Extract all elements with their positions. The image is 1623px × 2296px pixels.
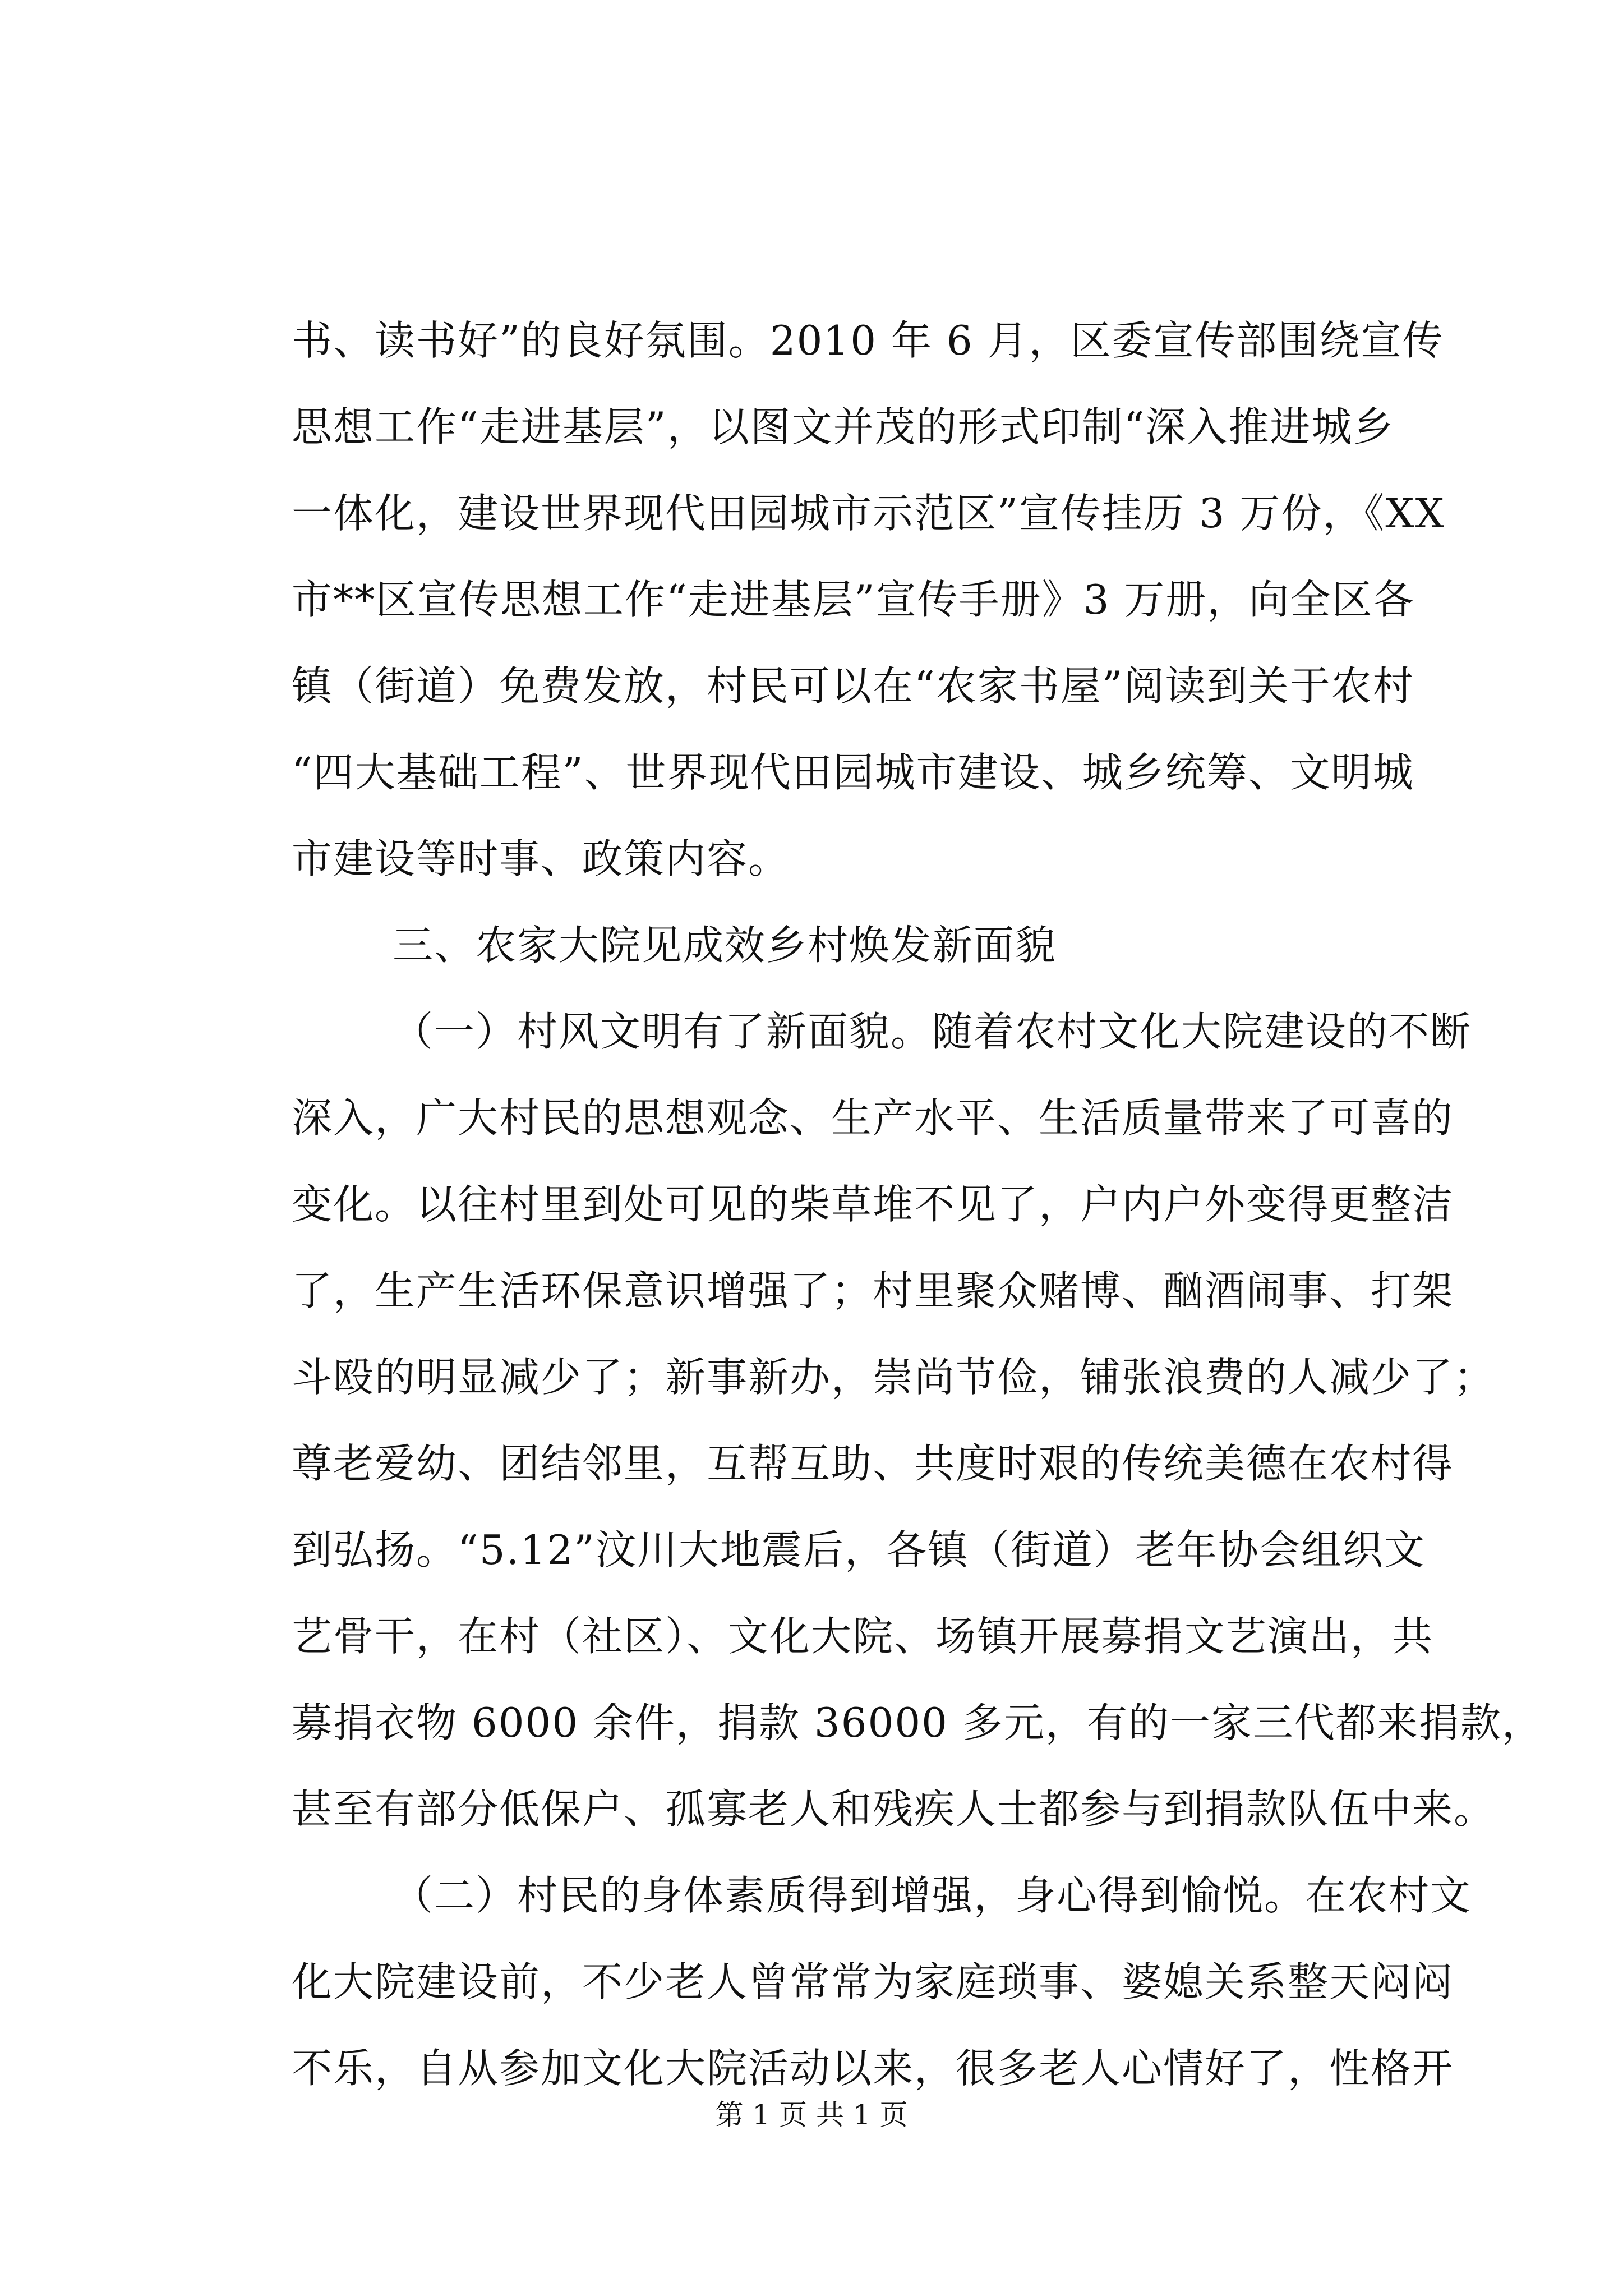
text-line: 斗殴的明显减少了；新事新办，崇尚节俭，铺张浪费的人减少了；: [292, 1354, 1496, 1401]
text-line: 到弘扬。“5.12”汶川大地震后，各镇（街道）老年协会组织文: [292, 1526, 1426, 1573]
text-line: “四大基础工程”、世界现代田园城市建设、城乡统筹、文明城: [292, 749, 1414, 796]
text-line: 深入，广大村民的思想观念、生产水平、生活质量带来了可喜的: [292, 1094, 1454, 1142]
text-line: 思想工作“走进基层”，以图文并茂的形式印制“深入推进城乡: [292, 403, 1395, 450]
text-line: 书、读书好”的良好氛围。2010 年 6 月，区委宣传部围绕宣传: [292, 317, 1444, 364]
text-line: 尊老爱幼、团结邻里，互帮互助、共度时艰的传统美德在农村得: [292, 1440, 1454, 1487]
text-line: 艺骨干，在村（社区）、文化大院、场镇开展募捐文艺演出，共: [292, 1613, 1434, 1660]
document-body: [292, 297, 1543, 2111]
text-line: 不乐，自从参加文化大院活动以来，很多老人心情好了，性格开: [292, 2045, 1454, 2092]
text-line: 市建设等时事、政策内容。: [292, 835, 790, 882]
section-heading: 三、农家大院见成效乡村焕发新面貌: [393, 922, 1057, 969]
text-line: 甚至有部分低保户、孤寡老人和残疾人士都参与到捐款队伍中来。: [292, 1786, 1496, 1833]
text-line: 化大院建设前，不少老人曾常常为家庭琐事、婆媳关系整天闷闷: [292, 1958, 1454, 2005]
text-line: 了，生产生活环保意识增强了；村里聚众赌博、酗酒闹事、打架: [292, 1267, 1454, 1314]
text-line: 变化。以往村里到处可见的柴草堆不见了，户内户外变得更整洁: [292, 1181, 1454, 1228]
text-line: （一）村风文明有了新面貌。随着农村文化大院建设的不断: [393, 1008, 1472, 1055]
text-line: （二）村民的身体素质得到增强，身心得到愉悦。在农村文: [393, 1872, 1472, 1919]
text-line: 市**区宣传思想工作“走进基层”宣传手册》3 万册，向全区各: [292, 576, 1415, 623]
text-line: 募捐衣物 6000 余件，捐款 36000 多元，有的一家三代都来捐款，: [292, 1699, 1543, 1746]
text-line: 镇（街道）免费发放，村民可以在“农家书屋”阅读到关于农村: [292, 662, 1414, 710]
text-line: 一体化，建设世界现代田园城市示范区”宣传挂历 3 万份，《XX: [292, 490, 1445, 537]
page-footer: 第 1 页 共 1 页: [715, 2099, 908, 2131]
